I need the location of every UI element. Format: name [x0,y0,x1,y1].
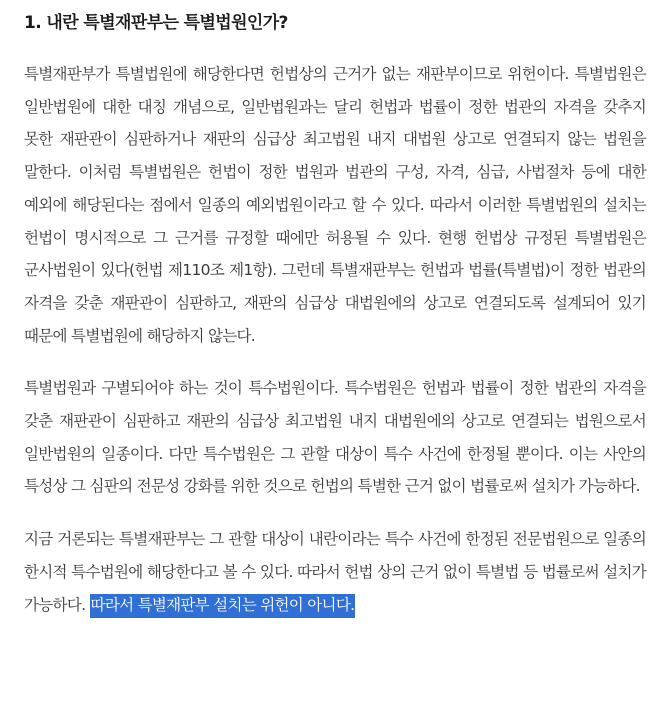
paragraph-conclusion [24,523,646,621]
selected-text-highlight[interactable]: 따라서 특별재판부 설치는 위헌이 아니다. [90,594,356,618]
section-heading: 1. 내란 특별재판부는 특별법원인가? [24,13,288,33]
conclusion-text: 지금 거론되는 특별재판부는 그 관할 대상이 내란이라는 특수 사건에 한정된 전문법원으로 일종의 한시적 특수법원에 해당한다고 볼 수 있다. 따라서 헌법 상의 근거 없이 특별법 등 법률로써 설치가 가능하다. [24,530,646,614]
paragraph-special-court: 특별재판부가 특별법원에 해당한다면 헌법상의 근거가 없는 재판부이므로 위헌이다. 특별법원은 일반법원에 대한 대칭 개념으로, 일반법원과는 달리 헌법과 법률이 정한 법관의 자격을 갖추지 못한 재판관이 심판하거나 재판의 심급상 최고법원 내지 대법원 상고로 연결되지 않는 법원을 말한다. 이처럼 특별법원은 헌법이 정한 법원과 법관의 구성, 자격, 심급, 사법절차 등에 대한 예외에 해당된다는 점에서 일종의 예외법원이라고 할 수 있다. 따라서 이러한 특별법원의 설치는 헌법이 명시적으로 그 근거를 규정할 때에만 허용될 수 있다. 현행 헌법상 규정된 특별법원은 군사법원이 있다(헌법 제110조 제1항). 그런데 특별재판부는 헌법과 법률(특별법)이 정한 법관의 자격을 갖춘 재판관이 심판하고, 재판의 심급상 대법원에의 상고로 연결되도록 설계되어 있기 때문에 특별법원에 해당하지 않는다. [24,65,646,345]
paragraph-specialized-court: 특별법원과 구별되어야 하는 것이 특수법원이다. 특수법원은 헌법과 법률이 정한 법관의 자격을 갖춘 재판관이 심판하고 재판의 심급상 최고법원 내지 대법원에의 상고로 연결되는 법원으로서 일반법원의 일종이다. 다만 특수법원은 그 관할 대상이 특수 사건에 한정될 뿐이다. 이는 사안의 특성상 그 심판의 전문성 강화를 위한 것으로 헌법의 특별한 근거 없이 법률로써 설치가 가능하다. [24,379,646,496]
